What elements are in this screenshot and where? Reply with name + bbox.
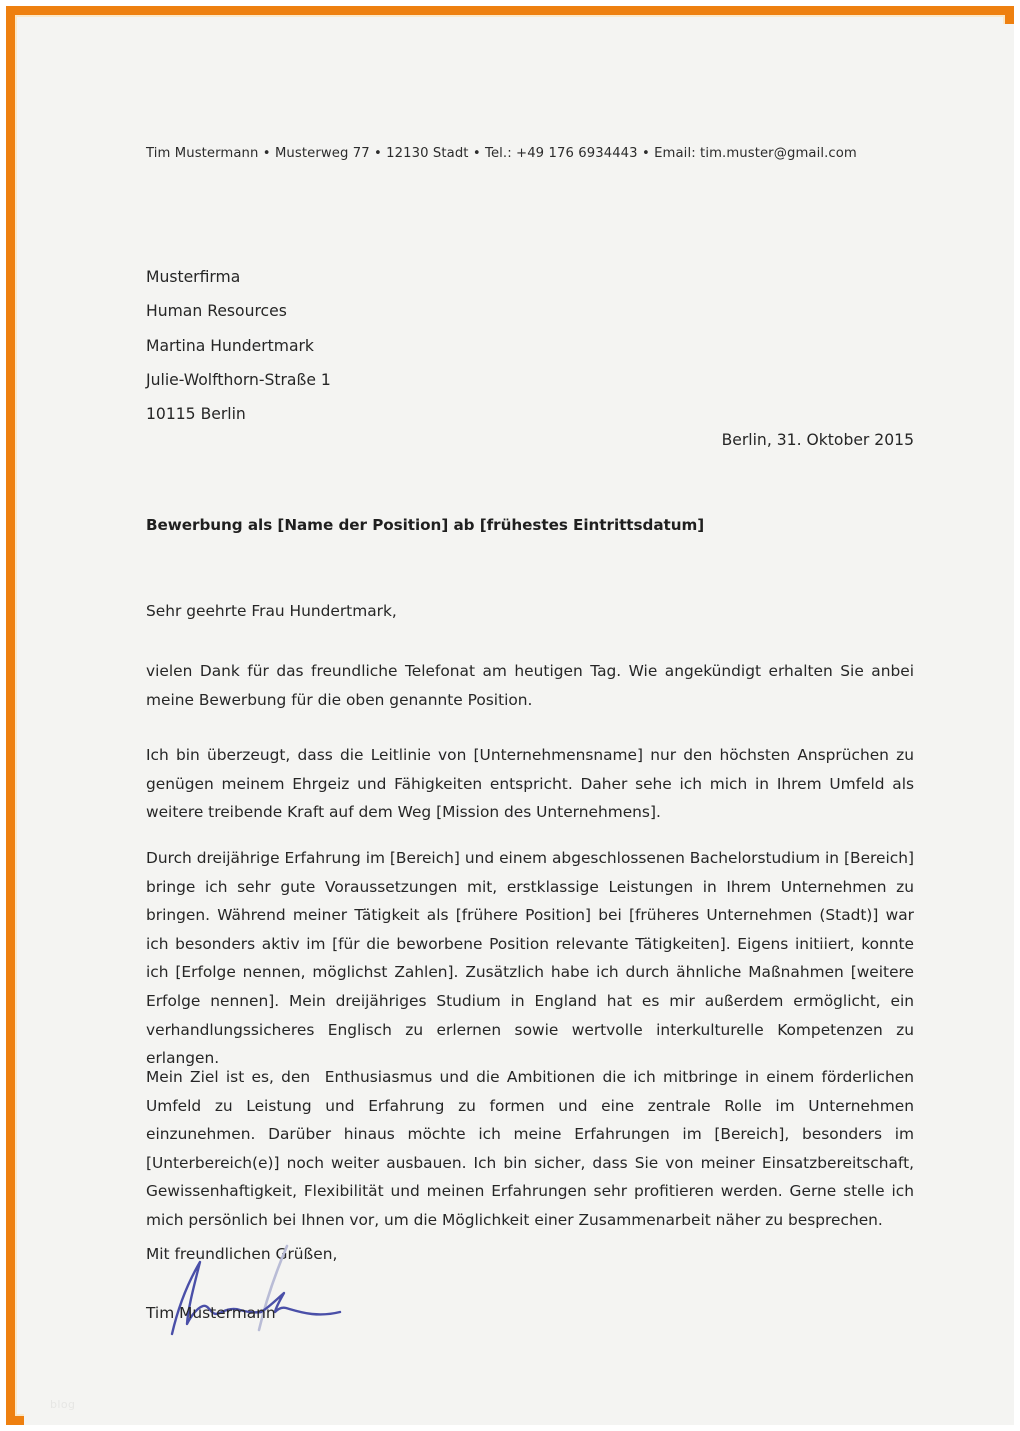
body-paragraph-2: Ich bin überzeugt, dass die Leitlinie von [Unternehmensname] nur den höchsten Ansprüchen zu genügen meinem Ehrgeiz und Fähigkeiten entspricht. Daher sehe ich mich in Ihrem Umfeld als weitere treibende Kraft auf dem Weg [Mission des Unternehmens].	[146, 746, 919, 822]
subject-line: Bewerbung als [Name der Position] ab [frühestes Eintrittsdatum]	[146, 516, 705, 534]
letter-content	[146, 24, 919, 1425]
body-paragraph-3: Durch dreijährige Erfahrung im [Bereich] und einem abgeschlossenen Bachelorstudium in [Bereich] bringe ich sehr gute Voraussetzungen mit, erstklassige Leistungen in Ihrem Unternehmen zu bringen. Während meiner Tätigkeit als [frühere Position] bei [früheres Unternehmen (Stadt)] war ich besonders aktiv im [für die beworbene Position relevante Tätigkeiten]. Eigens initiiert, konnte ich [Erfolge nennen, möglichst Zahlen]. Zusätzlich habe ich durch ähnliche Maßnahmen [weitere Erfolge nennen]. Mein dreijähriges Studium in England hat es mir außerdem ermöglicht, ein verhandlungssicheres Englisch zu erlernen sowie wertvolle interkulturelle Kompetenzen zu erlangen.	[146, 849, 919, 1068]
recipient-address-block	[146, 260, 331, 431]
page-watermark: blog	[50, 1398, 76, 1411]
orange-page-border	[6, 6, 1014, 1425]
closing-salutation: Mit freundlichen Grüßen,	[146, 1245, 338, 1263]
date-line: Berlin, 31. Oktober 2015	[721, 431, 914, 449]
body-paragraph-4: Mein Ziel ist es, den Enthusiasmus und die Ambitionen die ich mitbringe in einem förderlichen Umfeld zu Leistung und Erfahrung zu formen und eine zentrale Rolle im Unternehmen einzunehmen. Darüber hinaus möchte ich meine Erfahrungen im [Bereich], besonders im [Unterbereich(e)] noch weiter ausbauen. Ich bin sicher, dass Sie von meiner Einsatzbereitschaft, Gewissenhaftigkeit, Flexibilität und meinen Erfahrungen sehr profitieren werden. Gerne stelle ich mich persönlich bei Ihnen vor, um die Möglichkeit einer Zusammenarbeit näher zu besprechen.	[146, 1068, 919, 1229]
recipient-line-city: 10115 Berlin	[146, 405, 246, 424]
recipient-line-person: Martina Hundertmark	[146, 336, 314, 355]
recipient-line-department: Human Resources	[146, 302, 287, 321]
body-paragraph-1: vielen Dank für das freundliche Telefonat am heutigen Tag. Wie angekündigt erhalten Sie anbei meine Bewerbung für die oben genannte Position.	[146, 662, 919, 709]
sender-contact-line: Tim Mustermann • Musterweg 77 • 12130 Stadt • Tel.: +49 176 6934443 • Email: tim.muster@gmail.com	[146, 146, 857, 161]
salutation: Sehr geehrte Frau Hundertmark,	[146, 602, 397, 620]
recipient-line-company: Musterfirma	[146, 268, 241, 286]
signer-name: Tim Mustermann	[146, 1304, 276, 1322]
recipient-line-street: Julie-Wolfthorn-Straße 1	[146, 370, 331, 389]
letter-sheet	[24, 24, 1014, 1425]
